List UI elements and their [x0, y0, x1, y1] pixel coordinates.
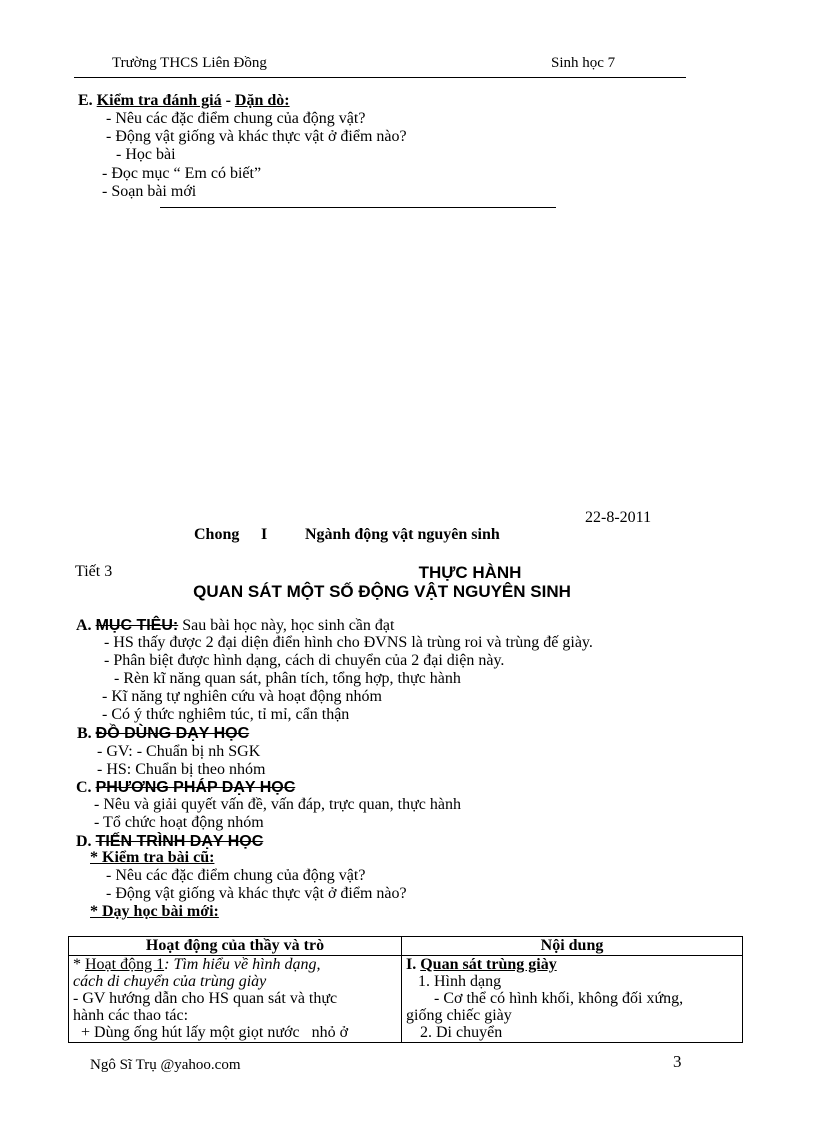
section-e-item-5: - Soạn bài mới — [102, 183, 197, 200]
lesson-title-1: THỰC HÀNH — [418, 563, 522, 582]
section-e-item-3: - Học bài — [116, 146, 176, 163]
date: 22-8-2011 — [585, 509, 652, 526]
section-d-sub1: * Kiểm tra bài cũ: — [90, 849, 215, 866]
section-a-item-1: - HS thấy được 2 đại diện điển hình cho ĐVNS là trùng roi và trùng đế giày. — [104, 634, 593, 651]
section-e-item-4: - Đọc mục “ Em có biết” — [102, 165, 262, 182]
col1-cell — [69, 956, 402, 1043]
section-c-item-1: - Nêu và giải quyết vấn đề, vấn đáp, trực quan, thực hành — [94, 796, 461, 813]
section-a-item-4: - Kĩ năng tự nghiên cứu và hoạt động nhóm — [102, 688, 382, 705]
col2-line-5: 2. Di chuyển — [420, 1024, 503, 1041]
lesson-table — [68, 936, 743, 1043]
section-e-title-b: Dặn dò: — [234, 92, 290, 109]
lesson-title-2: QUAN SÁT MỘT SỐ ĐỘNG VẬT NGUYÊN SINH — [193, 582, 571, 601]
section-a-intro: Sau bài học này, học sinh cần đạt — [182, 617, 395, 634]
col1-line-3: - GV hướng dẫn cho HS quan sát và thực — [73, 990, 338, 1007]
section-d-label: D. — [76, 833, 92, 850]
section-d-item-2: - Động vật giống và khác thực vật ở điểm nào? — [106, 885, 407, 902]
col2-line-2: 1. Hình dạng — [418, 973, 502, 990]
section-e-title-a: Kiểm tra đánh giá — [96, 92, 222, 109]
content-heading-num: I. — [406, 956, 417, 973]
section-e-item-1: - Nêu các đặc điểm chung của động vật? — [106, 110, 366, 127]
header-rule — [74, 77, 686, 78]
col1-line-4: hành các thao tác: — [73, 1007, 189, 1024]
activity-title-2: cách di chuyển của trùng giày — [73, 973, 267, 990]
col1-header: Hoạt động của thầy và trò — [69, 937, 402, 956]
chapter-label: Chong — [194, 526, 240, 543]
section-a-item-5: - Có ý thức nghiêm túc, tỉ mỉ, cẩn thận — [102, 706, 350, 723]
section-a-label: A. — [76, 617, 92, 634]
col2-header: Nội dung — [402, 937, 743, 956]
section-a-item-2: - Phân biệt được hình dạng, cách di chuyển của 2 đại diện này. — [104, 652, 505, 669]
section-c-heading — [76, 779, 295, 797]
section-e-label: E. — [78, 92, 93, 109]
table-row — [69, 956, 743, 1043]
section-b-heading — [77, 725, 249, 743]
activity-title-1: : Tìm hiểu về hình dạng, — [164, 956, 321, 973]
section-c-label: C. — [76, 779, 92, 796]
content-heading-text: Quan sát trùng giày — [420, 956, 557, 973]
col2-line-3: - Cơ thể có hình khối, không đối xứng, — [434, 990, 684, 1007]
section-d-sub2: * Dạy học bài mới: — [90, 903, 219, 920]
section-d-title: TIẾN TRÌNH DẠY HỌC — [95, 833, 264, 850]
section-a-item-3: - Rèn kĩ năng quan sát, phân tích, tổng hợp, thực hành — [114, 670, 461, 687]
table-header-row — [69, 937, 743, 956]
activity-prefix: * — [73, 956, 85, 973]
section-e-sep: - — [221, 92, 235, 109]
activity-label: Hoạt động 1 — [85, 956, 165, 973]
section-b-item-1: - GV: - Chuẩn bị nh SGK — [97, 743, 261, 760]
footer-author: Ngô Sĩ Trụ @yahoo.com — [90, 1057, 241, 1073]
footer-page-number: 3 — [673, 1052, 682, 1071]
section-divider — [160, 207, 556, 208]
col2-cell — [402, 956, 743, 1043]
header-school: Trường THCS Liên Đồng — [112, 55, 267, 71]
col2-line-4: giống chiếc giày — [406, 1007, 512, 1024]
col1-line-5: + Dùng ống hút lấy một giọt nước nhỏ ở — [73, 1024, 349, 1041]
section-a-heading — [76, 617, 394, 635]
section-e-heading — [78, 92, 290, 110]
section-b-item-2: - HS: Chuẩn bị theo nhóm — [97, 761, 266, 778]
chapter-number: I — [261, 526, 268, 543]
section-a-title: MỤC TIÊU: — [95, 617, 179, 634]
section-b-title: ĐỒ DÙNG DẠY HỌC — [95, 725, 250, 742]
section-d-item-1: - Nêu các đặc điểm chung của động vật? — [106, 867, 366, 884]
section-b-label: B. — [77, 725, 92, 742]
lesson-period: Tiết 3 — [75, 563, 113, 580]
section-e-item-2: - Động vật giống và khác thực vật ở điểm nào? — [106, 128, 407, 145]
chapter-title: Ngành động vật nguyên sinh — [305, 526, 500, 543]
section-c-title: PHƯƠNG PHÁP DẠY HỌC — [95, 779, 296, 796]
section-c-item-2: - Tổ chức hoạt động nhóm — [94, 814, 264, 831]
activity-line — [73, 956, 397, 973]
header-subject: Sinh học 7 — [551, 55, 616, 71]
content-heading — [406, 956, 738, 973]
